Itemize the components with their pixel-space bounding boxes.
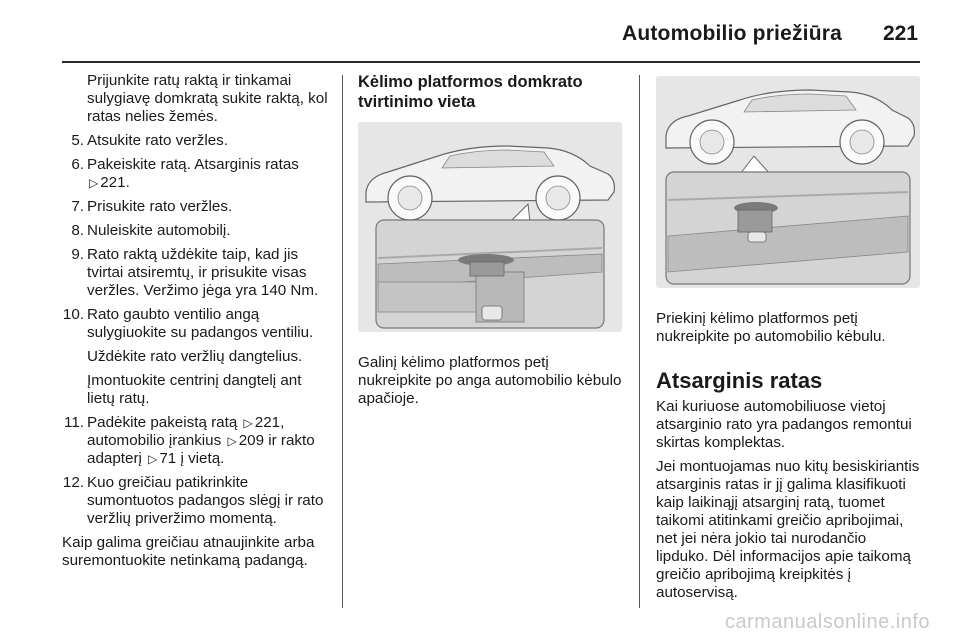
step-number: 10. — [62, 306, 84, 323]
step-4-continuation: Prijunkite ratų raktą ir tinkamai sulygiavę domkratą sukite raktą, kol ratas nelies žemės. — [87, 72, 328, 125]
step-11 — [62, 414, 330, 468]
header-rule — [62, 61, 920, 63]
rear-lift-point-image — [358, 122, 622, 332]
section-heading-spare-wheel: Atsarginis ratas — [656, 368, 823, 393]
page-number: 221 — [882, 22, 918, 45]
step-number: 8. — [71, 222, 84, 239]
front-lift-point-illustration — [656, 76, 920, 288]
rear-lift-caption: Galinį kėlimo platformos petį nukreipkite po anga automobilio kėbulo apačioje. — [358, 354, 622, 407]
step-10 — [62, 306, 330, 342]
step-8 — [62, 222, 330, 240]
reference-arrow-icon: ▷ — [148, 452, 158, 466]
rear-lift-point-illustration — [358, 122, 622, 332]
step-number: 11. — [64, 414, 84, 431]
spare-wheel-paragraph-2: Jei montuojamas nuo kitų besiskiriantis atsarginis ratas ir jį galima klasifikuoti kaip laikinąjį atsarginį ratą, tuomet taikomi atitinkami greičio apribojimai, net jei nėra jokio tai nurodančio lipduko. Dėl informacijos apie taikomą greičio apribojimą kreipkitės į autoservisą. — [656, 458, 920, 601]
step-12 — [62, 474, 330, 528]
step-9 — [62, 246, 330, 300]
step-text: Atsukite rato veržles. — [87, 132, 228, 149]
step-number: 6. — [71, 156, 84, 173]
closing-paragraph: Kaip galima greičiau atnaujinkite arba suremontuokite netinkamą padangą. — [62, 534, 315, 569]
front-lift-point-image — [656, 76, 920, 288]
step-text: Kuo greičiau patikrinkite sumontuotos padangos slėgį ir rato veržlių priveržimo momentą. — [87, 474, 324, 527]
step-7 — [62, 198, 330, 216]
step-number: 5. — [71, 132, 84, 149]
page-reference-link[interactable]: 209 ir rakto adapterį — [87, 432, 315, 467]
step-10-note-caps: Uždėkite rato veržlių dangtelius. — [87, 348, 303, 365]
page-reference-link[interactable]: 221. — [100, 174, 130, 191]
column-2 — [358, 72, 622, 408]
step-text: Rato raktą uždėkite taip, kad jis tvirtai atsiremtų, ir prisukite visas veržles. Veržimo jėga yra 140 Nm. — [87, 246, 319, 299]
step-text: Rato gaubto ventilio angą sulygiuokite su padangos ventiliu. — [87, 306, 314, 341]
step-6 — [62, 156, 330, 192]
column-divider-1 — [342, 75, 343, 608]
page-reference-link[interactable]: 221, — [254, 414, 285, 431]
page-reference-link[interactable]: 71 į vietą. — [159, 450, 225, 467]
step-text: automobilio įrankius — [87, 432, 222, 449]
reference-arrow-icon: ▷ — [227, 434, 237, 448]
reference-arrow-icon: ▷ — [89, 176, 99, 190]
step-text: Nuleiskite automobilį. — [87, 222, 231, 239]
step-text: Prisukite rato veržles. — [87, 198, 233, 215]
step-number: 7. — [71, 198, 84, 215]
spare-wheel-paragraph-1: Kai kuriuose automobiliuose vietoj atsarginio rato yra padangos remontui skirtas komplektas. — [656, 398, 912, 451]
column-1 — [62, 72, 330, 570]
front-lift-caption: Priekinį kėlimo platformos petį nukreipkite po automobilio kėbulu. — [656, 310, 886, 345]
step-10-note-hubcap: Įmontuokite centrinį dangtelį ant lietų ratų. — [87, 372, 302, 407]
step-5 — [62, 132, 330, 150]
step-number: 12. — [62, 474, 84, 491]
step-text: Pakeiskite ratą. Atsarginis ratas — [87, 156, 299, 173]
step-text: Padėkite pakeistą ratą — [87, 414, 238, 431]
column-3 — [656, 72, 920, 608]
reference-arrow-icon: ▷ — [243, 416, 253, 430]
step-number: 9. — [71, 246, 84, 263]
watermark: carmanualsonline.info — [724, 611, 930, 633]
chapter-title: Automobilio priežiūra — [621, 22, 842, 45]
page-header — [0, 0, 960, 64]
section-heading-lift-points: Kėlimo platformos domkrato tvirtinimo vieta — [358, 73, 583, 111]
column-divider-2 — [639, 75, 640, 608]
